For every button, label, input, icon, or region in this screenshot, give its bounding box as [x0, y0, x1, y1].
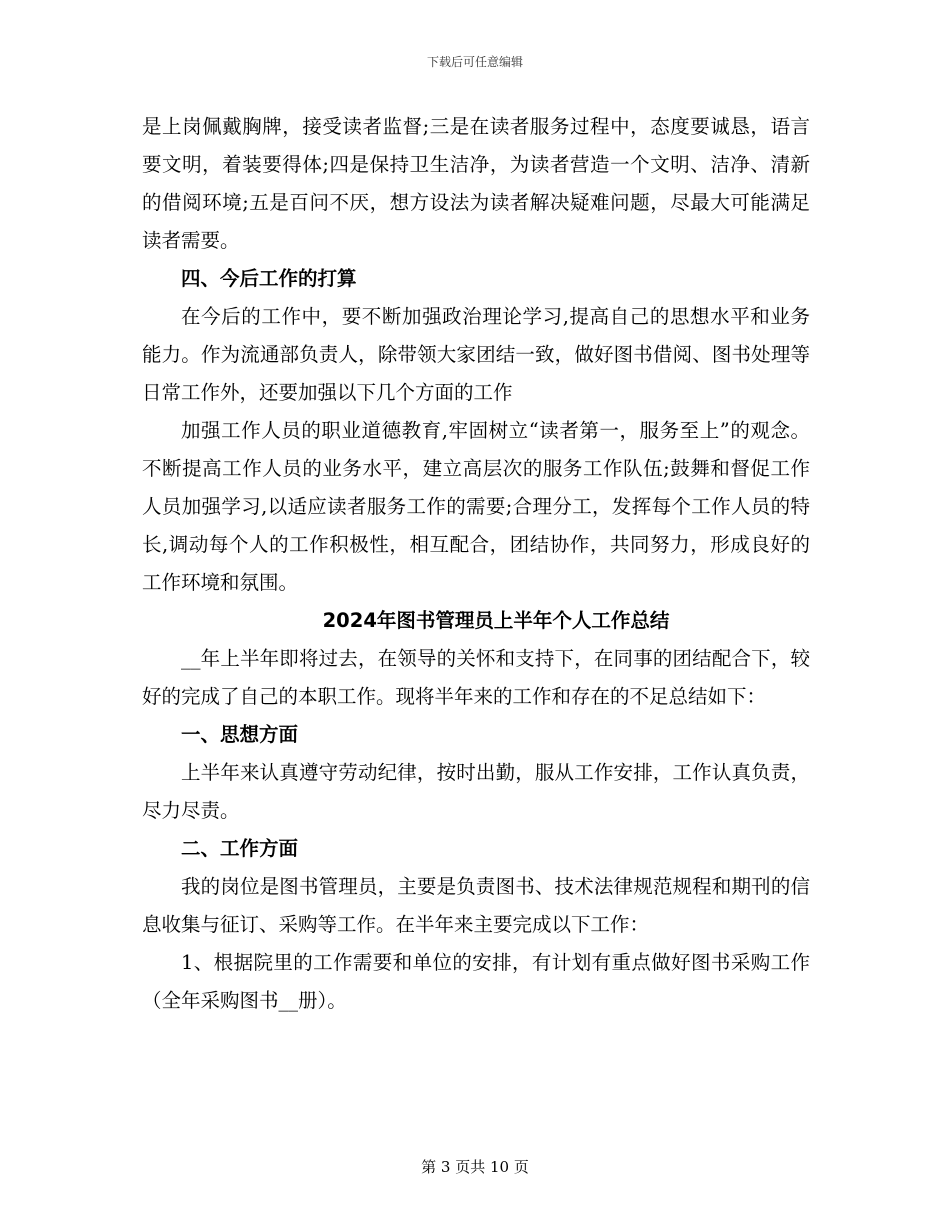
- paragraph-work-item-1: 1、根据院里的工作需要和单位的安排，有计划有重点做好图书采购工作（全年采购图书__册）。: [142, 951, 810, 1012]
- paragraph-continuation: 是上岗佩戴胸牌，接受读者监督;三是在读者服务过程中，态度要诚恳，语言要文明，着装要得体;四是保持卫生洁净，为读者营造一个文明、洁净、清新的借阅环境;五是百问不厌，想方设法为读者解决疑难问题，尽最大可能满足读者需要。: [142, 115, 810, 252]
- paragraph-intro: __年上半年即将过去，在领导的关怀和支持下，在同事的团结配合下，较好的完成了自己的本职工作。现将半年来的工作和存在的不足总结如下：: [142, 647, 810, 708]
- document-title: 2024年图书管理员上半年个人工作总结: [322, 609, 670, 632]
- section-heading-work: 二、工作方面: [181, 837, 299, 860]
- section-heading-future-plans: 四、今后工作的打算: [181, 267, 357, 290]
- document-body: [142, 108, 810, 1020]
- page-number-footer: 第 3 页共 10 页: [421, 1158, 529, 1176]
- paragraph-thought: 上半年来认真遵守劳动纪律，按时出勤，服从工作安排，工作认真负责，尽力尽责。: [142, 761, 810, 822]
- paragraph-future-plans: 在今后的工作中，要不断加强政治理论学习,提高自己的思想水平和业务能力。作为流通部负责人，除带领大家团结一致，做好图书借阅、图书处理等日常工作外，还要加强以下几个方面的工作: [142, 305, 810, 404]
- section-heading-thought: 一、思想方面: [181, 723, 299, 746]
- paragraph-staff-ethics: 加强工作人员的职业道德教育,牢固树立“读者第一，服务至上”的观念。不断提高工作人员的业务水平，建立高层次的服务工作队伍;鼓舞和督促工作人员加强学习,以适应读者服务工作的需要;合理分工，发挥每个工作人员的特长,调动每个人的工作积极性，相互配合，团结协作，共同努力，形成良好的工作环境和氛围。: [142, 419, 810, 594]
- page-header-note: 下载后可任意编辑: [426, 55, 523, 69]
- paragraph-work-role: 我的岗位是图书管理员，主要是负责图书、技术法律规范规程和期刊的信息收集与征订、采购等工作。在半年来主要完成以下工作：: [142, 875, 810, 936]
